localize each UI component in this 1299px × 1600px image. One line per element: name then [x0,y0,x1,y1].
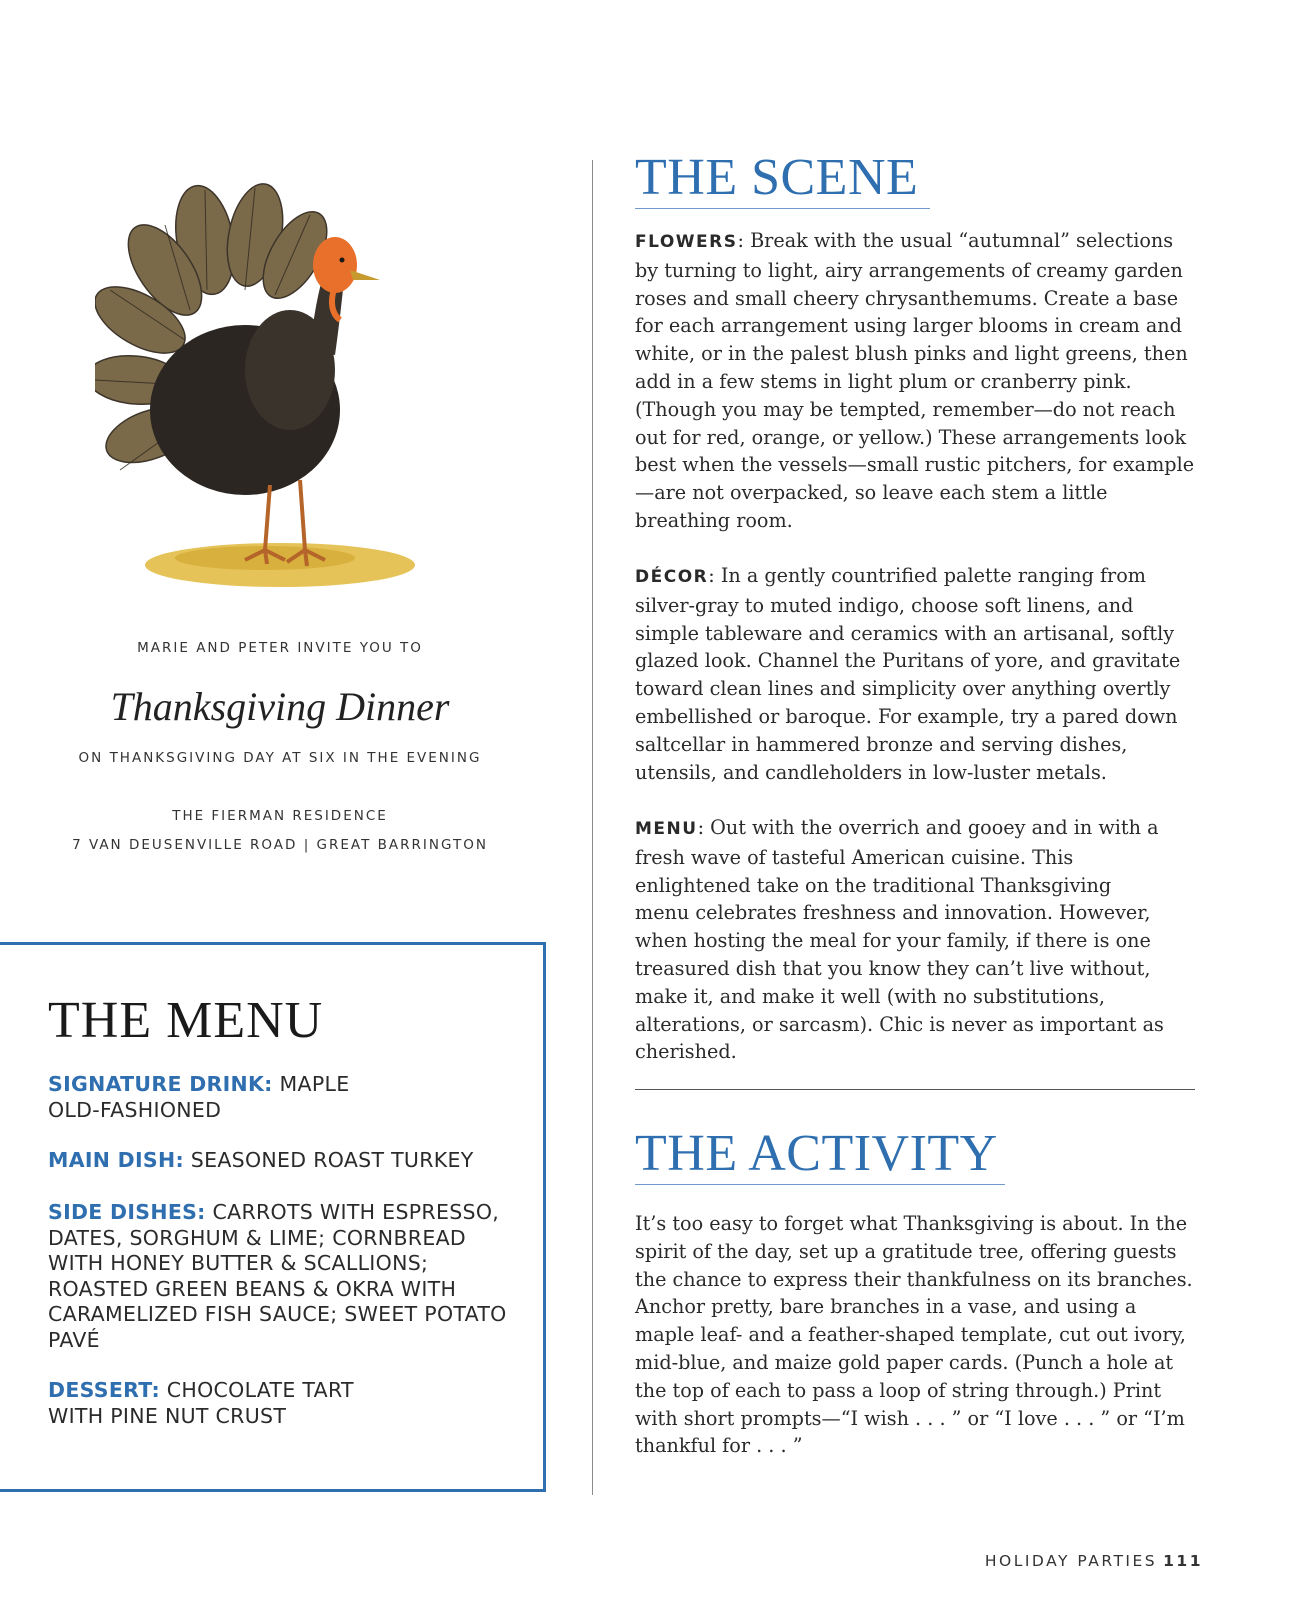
column-divider [592,160,593,1495]
invitation-when-line: ON THANKSGIVING DAY AT SIX IN THE EVENING [78,750,482,766]
menu-label: MENU [635,819,698,839]
menu-item-signature-drink [48,1072,368,1123]
scene-heading-rule [635,208,930,209]
menu-item-text: CHOCOLATE TART WITH PINE NUT CRUST [48,1378,354,1428]
decor-label: DÉCOR [635,567,709,587]
menu-item-label: DESSERT: [48,1378,160,1402]
menu-item-side-dishes [48,1200,508,1353]
scene-heading: THE SCENE [635,149,919,206]
scene-menu-paragraph [635,814,1170,1066]
menu-item-main-dish [48,1148,508,1174]
menu-item-label: SIGNATURE DRINK: [48,1072,273,1096]
page-number: 111 [1163,1552,1203,1570]
menu-title: THE MENU [48,992,324,1049]
page-footer [985,1552,1203,1570]
menu-item-dessert [48,1378,378,1429]
decor-text: : In a gently countrified palette ranging from silver-gray to muted indigo, choose soft linens, and simple tableware and ceramics with an artisanal, softly glazed look. Channel the Puritans of yore, and gravitate toward clean lines and simplicity over anything overtly embellished or baroque. For example, try a pared down saltcellar in hammered bronze and serving dishes, utensils, and candleholders in low-luster metals. [635,564,1181,784]
footer-section-name: HOLIDAY PARTIES [984,1552,1158,1570]
invitation-address-line: 7 VAN DEUSENVILLE ROAD | GREAT BARRINGTON [72,837,488,853]
activity-paragraph: It’s too easy to forget what Thanksgiving is about. In the spirit of the day, set up a gratitude tree, offering guests the chance to express their thankfulness on its branches. Anchor pretty, bare branches in a vase, and using a maple leaf- and a feather-shaped template, cut out ivory, mid-blue, and maize gold paper cards. (Punch a hole at the top of each to pass a loop of string through.) Print with short prompts—“I wish . . . ” or “I love . . . ” or “I’m thankful for . . . ” [635,1212,1193,1458]
invitation-hosts-line: MARIE AND PETER INVITE YOU TO [137,640,423,656]
invitation-venue-line: THE FIERMAN RESIDENCE [172,808,388,824]
scene-flowers-paragraph [635,227,1195,535]
turkey-illustration [95,180,425,600]
scene-decor-paragraph [635,562,1195,786]
menu-text: : Out with the overrich and gooey and in with a fresh wave of tasteful American cuisine. This enlightened take on the traditional Thanksgiving menu celebrates freshness and innovation. However, when hosting the meal for your family, if there is one treasured dish that you know they can’t live without, make it, and make it well (with no substitutions, alterations, or sarcasm). Chic is never as important as cherished. [635,816,1164,1064]
activity-heading: THE ACTIVITY [635,1125,998,1182]
flowers-text: : Break with the usual “autumnal” selections by turning to light, airy arrangements of creamy garden roses and small cheery chrysanthemums. Create a base for each arrangement using larger blooms in cream and white, or in the palest blush pinks and light greens, then add in a few stems in light plum or cranberry pink. (Though you may be tempted, remember—do not reach out for red, orange, or yellow.) These arrangements look best when the vessels—small rustic pitchers, for example—are not overpacked, so leave each stem a little breathing room. [635,229,1195,532]
invitation-title: Thanksgiving Dinner [110,684,450,729]
section-rule [635,1089,1195,1090]
menu-item-label: MAIN DISH: [48,1148,184,1172]
menu-item-text: SEASONED ROAST TURKEY [183,1148,474,1172]
menu-item-text: MAPLE OLD-FASHIONED [48,1072,350,1122]
menu-item-label: SIDE DISHES: [48,1200,206,1224]
flowers-label: FLOWERS [635,232,738,252]
menu-item-text: CARROTS WITH ESPRESSO, DATES, SORGHUM & LIME; CORNBREAD WITH HONEY BUTTER & SCALLIONS; ROASTED GREEN BEANS & OKRA WITH CARAMELIZED FISH SAUCE; SWEET POTATO PAVÉ [48,1200,507,1352]
activity-heading-rule [635,1184,1005,1185]
